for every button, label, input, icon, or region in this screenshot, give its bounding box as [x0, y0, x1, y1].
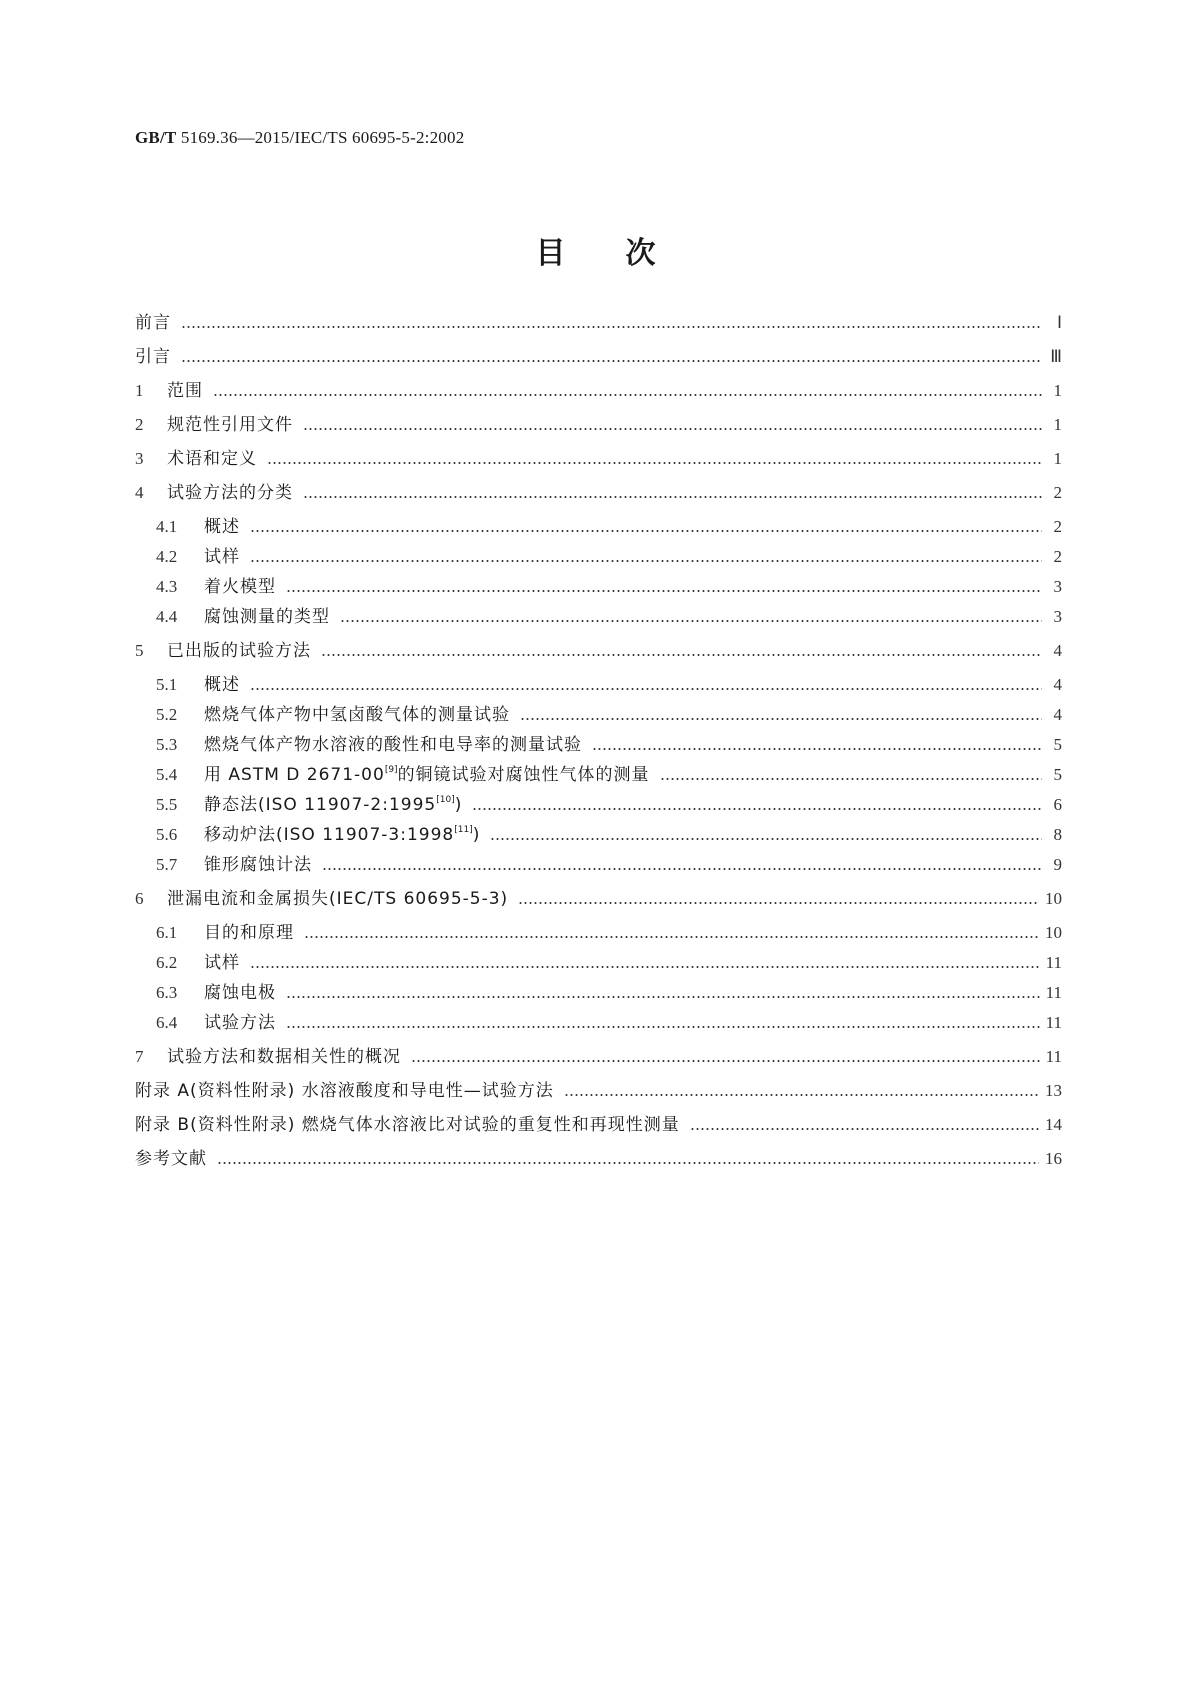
toc-entry-4-3[interactable]	[156, 567, 1062, 597]
toc-entry-5[interactable]	[135, 631, 1062, 661]
toc-entry-label: 腐蚀电极	[204, 983, 276, 1003]
toc-entry-label: 试样	[204, 953, 240, 973]
toc-leader-dots	[286, 996, 1040, 998]
toc-entry-number: 6	[135, 889, 144, 908]
toc-entry-page: 4	[1053, 705, 1062, 724]
standard-header	[135, 128, 464, 148]
toc-entry-label: 试验方法	[204, 1013, 276, 1033]
toc-entry-number: 5.2	[156, 705, 178, 724]
toc-leader-dots	[267, 462, 1042, 464]
toc-entry-number: 3	[135, 449, 144, 468]
toc-entry-page: 11	[1045, 1047, 1062, 1066]
reference-marker: [10]	[436, 795, 455, 805]
toc-entry-page: 4	[1053, 675, 1062, 694]
toc-entry-number: 4.2	[156, 547, 178, 566]
toc-entry-page: 11	[1045, 983, 1062, 1002]
toc-entry-page: 8	[1053, 825, 1062, 844]
toc-entry-label	[204, 760, 650, 785]
toc-leader-dots	[181, 326, 1042, 328]
toc-entry-number: 2	[135, 415, 144, 434]
toc-entry-number: 5.5	[156, 795, 178, 814]
toc-entry-5-4[interactable]	[156, 755, 1062, 785]
toc-leader-dots	[304, 936, 1039, 938]
toc-entry-number: 4.1	[156, 517, 178, 536]
reference-marker: [11]	[454, 825, 473, 835]
toc-leader-dots	[250, 530, 1042, 532]
toc-entry-label: 概述	[204, 675, 240, 695]
toc-leader-dots	[303, 496, 1042, 498]
toc-leader-dots	[250, 688, 1042, 690]
toc-leader-dots	[660, 778, 1042, 780]
toc-entry-page: 16	[1045, 1149, 1062, 1168]
toc-entry-label: 试验方法和数据相关性的概况	[167, 1047, 401, 1067]
toc-entry-label: 参考文献	[135, 1149, 207, 1169]
toc-entry-page: 10	[1045, 889, 1062, 908]
toc-entry-number: 5.4	[156, 765, 178, 784]
toc-entry-number: 7	[135, 1047, 144, 1066]
toc-entry-page: 3	[1053, 577, 1062, 596]
toc-entry-label	[204, 790, 462, 815]
toc-entry-page: 1	[1053, 449, 1062, 468]
toc-leader-dots	[520, 718, 1042, 720]
toc-entry-4-1[interactable]	[156, 507, 1062, 537]
toc-entry-label: 术语和定义	[167, 449, 257, 469]
toc-entry-label: 引言	[135, 347, 171, 367]
toc-leader-dots	[592, 748, 1042, 750]
toc-entry-6[interactable]	[135, 879, 1062, 909]
toc-entry-number: 6.4	[156, 1013, 178, 1032]
toc-entry-label: 泄漏电流和金属损失(IEC/TS 60695-5-3)	[167, 889, 509, 909]
toc-entry-page: 5	[1053, 735, 1062, 754]
toc-entry-page: 6	[1053, 795, 1062, 814]
toc-entry-4-4[interactable]	[156, 597, 1062, 627]
toc-entry-label: 规范性引用文件	[167, 415, 293, 435]
toc-entry-number: 5	[135, 641, 144, 660]
page-title	[0, 228, 1191, 272]
toc-entry-page: 11	[1045, 953, 1062, 972]
toc-entry-4-2[interactable]	[156, 537, 1062, 567]
toc-label-part: 的铜镜试验对腐蚀性气体的测量	[397, 765, 650, 785]
toc-entry-foreword[interactable]	[135, 303, 1062, 333]
toc-entry-label: 锥形腐蚀计法	[204, 855, 312, 875]
toc-entry-number: 6.1	[156, 923, 178, 942]
toc-entry-label: 目的和原理	[204, 923, 294, 943]
toc-label-part: )	[454, 795, 463, 815]
toc-label-part: )	[472, 825, 481, 845]
toc-leader-dots	[217, 1162, 1039, 1164]
toc-entry-number: 5.6	[156, 825, 178, 844]
toc-entry-number: 4	[135, 483, 144, 502]
toc-entry-2[interactable]	[135, 405, 1062, 435]
toc-leader-dots	[250, 966, 1040, 968]
toc-entry-label: 附录 B(资料性附录) 燃烧气体水溶液比对试验的重复性和再现性测量	[135, 1115, 680, 1135]
toc-label-part: 静态法(ISO 11907-2:1995	[204, 795, 437, 815]
toc-entry-number: 5.3	[156, 735, 178, 754]
toc-entry-label: 范围	[167, 381, 203, 401]
toc-entry-page: 1	[1053, 381, 1062, 400]
toc-entry-page: 2	[1053, 547, 1062, 566]
toc-entry-page: 1	[1053, 415, 1062, 434]
reference-marker: [9]	[384, 765, 398, 775]
toc-entry-page: Ⅰ	[1056, 313, 1062, 332]
toc-entry-label: 燃烧气体产物中氢卤酸气体的测量试验	[204, 705, 510, 725]
toc-leader-dots	[411, 1060, 1040, 1062]
toc-entry-page: 11	[1045, 1013, 1062, 1032]
toc-leader-dots	[690, 1128, 1039, 1130]
toc-label-part: 移动炉法(ISO 11907-3:1998	[204, 825, 455, 845]
toc-entry-label: 燃烧气体产物水溶液的酸性和电导率的测量试验	[204, 735, 582, 755]
toc-leader-dots	[490, 838, 1042, 840]
toc-leader-dots	[564, 1094, 1039, 1096]
toc-entry-4[interactable]	[135, 473, 1062, 503]
toc-entry-page: 5	[1053, 765, 1062, 784]
toc-entry-page: 2	[1053, 483, 1062, 502]
toc-leader-dots	[181, 360, 1042, 362]
toc-entry-1[interactable]	[135, 371, 1062, 401]
toc-entry-annex-a[interactable]	[135, 1071, 1062, 1101]
toc-entry-label	[204, 820, 480, 845]
toc-leader-dots	[472, 808, 1042, 810]
toc-entry-number: 5.7	[156, 855, 178, 874]
standard-code-bold: GB/T	[135, 128, 177, 147]
toc-entry-5-1[interactable]	[156, 665, 1062, 695]
toc-entry-page: Ⅲ	[1050, 347, 1062, 366]
toc-entry-page: 4	[1053, 641, 1062, 660]
standard-code-rest: 5169.36—2015/IEC/TS 60695-5-2:2002	[176, 128, 465, 147]
toc-entry-page: 2	[1053, 517, 1062, 536]
toc-entry-annex-b[interactable]	[135, 1105, 1062, 1135]
toc-leader-dots	[322, 868, 1042, 870]
toc-entry-number: 5.1	[156, 675, 178, 694]
toc-entry-6-4[interactable]	[156, 1003, 1062, 1033]
toc-leader-dots	[286, 590, 1042, 592]
toc-entry-5-7[interactable]	[156, 845, 1062, 875]
toc-entry-number: 4.3	[156, 577, 178, 596]
toc-entry-page: 9	[1053, 855, 1062, 874]
toc-entry-7[interactable]	[135, 1037, 1062, 1067]
toc-entry-label: 腐蚀测量的类型	[204, 607, 330, 627]
toc-entry-6-3[interactable]	[156, 973, 1062, 1003]
toc-entry-5-6[interactable]	[156, 815, 1062, 845]
toc-entry-page: 10	[1045, 923, 1062, 942]
toc-entry-label: 概述	[204, 517, 240, 537]
toc-leader-dots	[340, 620, 1042, 622]
toc-entry-label: 着火模型	[204, 577, 276, 597]
toc-leader-dots	[286, 1026, 1040, 1028]
toc-entry-label: 附录 A(资料性附录) 水溶液酸度和导电性—试验方法	[135, 1081, 554, 1101]
toc-entry-bibliography[interactable]	[135, 1139, 1062, 1169]
toc-entry-number: 1	[135, 381, 144, 400]
title-char-2: 次	[625, 236, 656, 271]
toc-entry-3[interactable]	[135, 439, 1062, 469]
toc-entry-page: 14	[1045, 1115, 1062, 1134]
toc-entry-label: 试验方法的分类	[167, 483, 293, 503]
toc-entry-5-5[interactable]	[156, 785, 1062, 815]
toc-leader-dots	[213, 394, 1042, 396]
toc-leader-dots	[250, 560, 1042, 562]
toc-entry-5-2[interactable]	[156, 695, 1062, 725]
toc-leader-dots	[518, 902, 1039, 904]
toc-entry-introduction[interactable]	[135, 337, 1062, 367]
toc-entry-number: 6.3	[156, 983, 178, 1002]
toc-entry-page: 13	[1045, 1081, 1062, 1100]
toc-entry-label: 试样	[204, 547, 240, 567]
toc-leader-dots	[303, 428, 1042, 430]
toc-entry-6-2[interactable]	[156, 943, 1062, 973]
toc-entry-5-3[interactable]	[156, 725, 1062, 755]
toc-entry-number: 6.2	[156, 953, 178, 972]
toc-entry-label: 已出版的试验方法	[167, 641, 311, 661]
toc-leader-dots	[321, 654, 1042, 656]
toc-entry-6-1[interactable]	[156, 913, 1062, 943]
title-char-1: 目	[535, 236, 566, 271]
toc-label-part: 用 ASTM D 2671-00	[204, 765, 385, 785]
toc-entry-page: 3	[1053, 607, 1062, 626]
toc-entry-number: 4.4	[156, 607, 178, 626]
toc-entry-label: 前言	[135, 313, 171, 333]
